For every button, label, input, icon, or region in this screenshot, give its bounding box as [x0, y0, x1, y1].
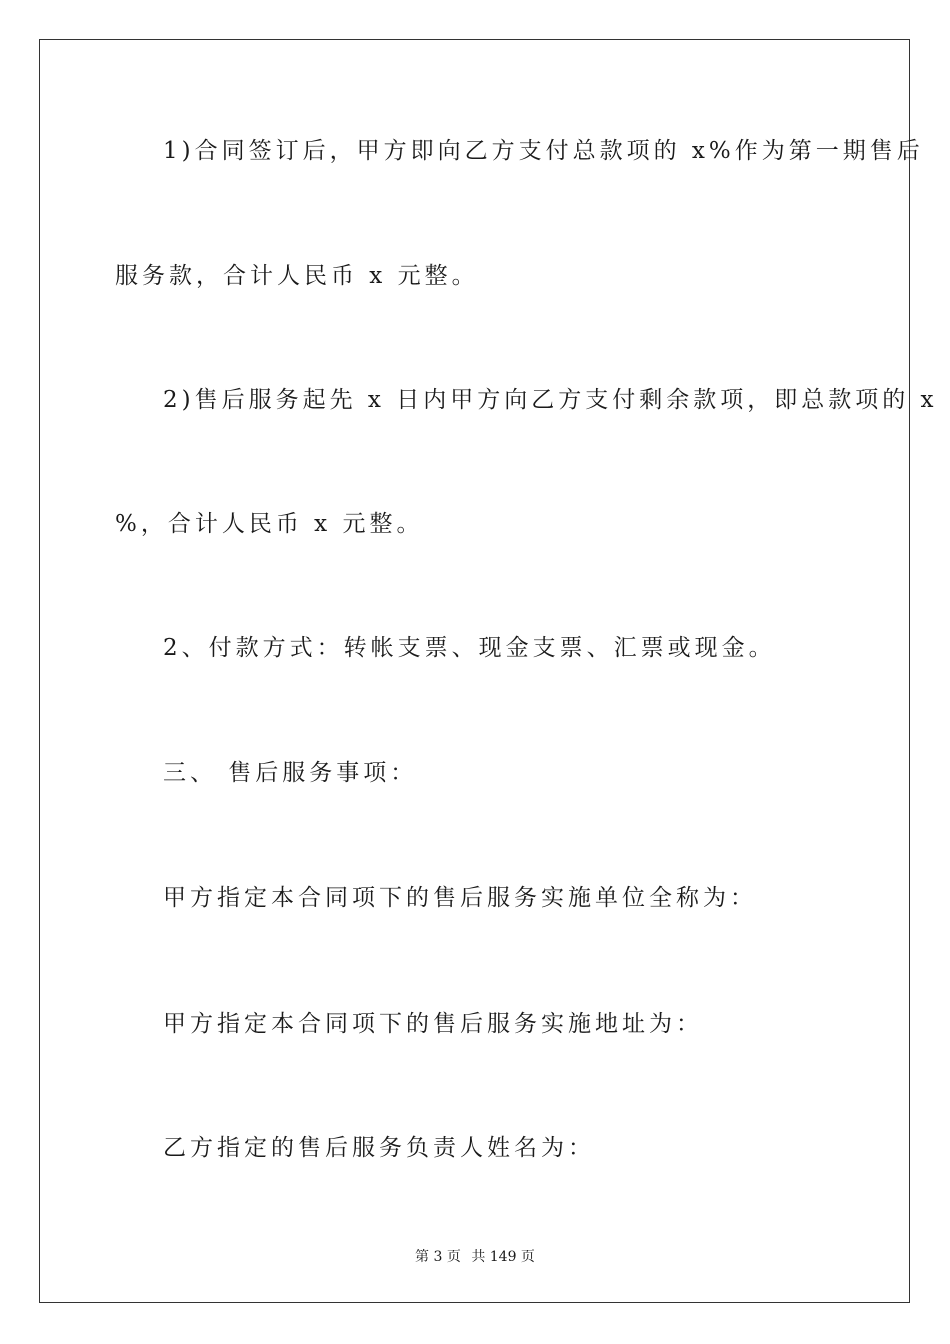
paragraph-line-8: 甲方指定本合同项下的售后服务实施地址为：: [163, 1011, 703, 1037]
paragraph-line-1: 1)合同签订后，甲方即向乙方支付总款项的 x%作为第一期售后: [163, 138, 924, 164]
paragraph-line-4: %，合计人民币 x 元整。: [115, 511, 424, 537]
paragraph-line-3: 2)售后服务起先 x 日内甲方向乙方支付剩余款项，即总款项的 x: [163, 387, 938, 413]
section-heading: 三、 售后服务事项：: [163, 760, 418, 786]
total-pages: 共 149 页: [471, 1249, 535, 1265]
page-border: [39, 39, 910, 1303]
paragraph-line-5: 2、付款方式：转帐支票、现金支票、汇票或现金。: [163, 635, 776, 661]
paragraph-line-2: 服务款，合计人民币 x 元整。: [115, 263, 479, 289]
page-footer: [0, 1247, 950, 1267]
paragraph-line-7: 甲方指定本合同项下的售后服务实施单位全称为：: [163, 885, 757, 911]
page-number: 第 3 页: [415, 1249, 461, 1265]
paragraph-line-9: 乙方指定的售后服务负责人姓名为：: [163, 1135, 595, 1161]
